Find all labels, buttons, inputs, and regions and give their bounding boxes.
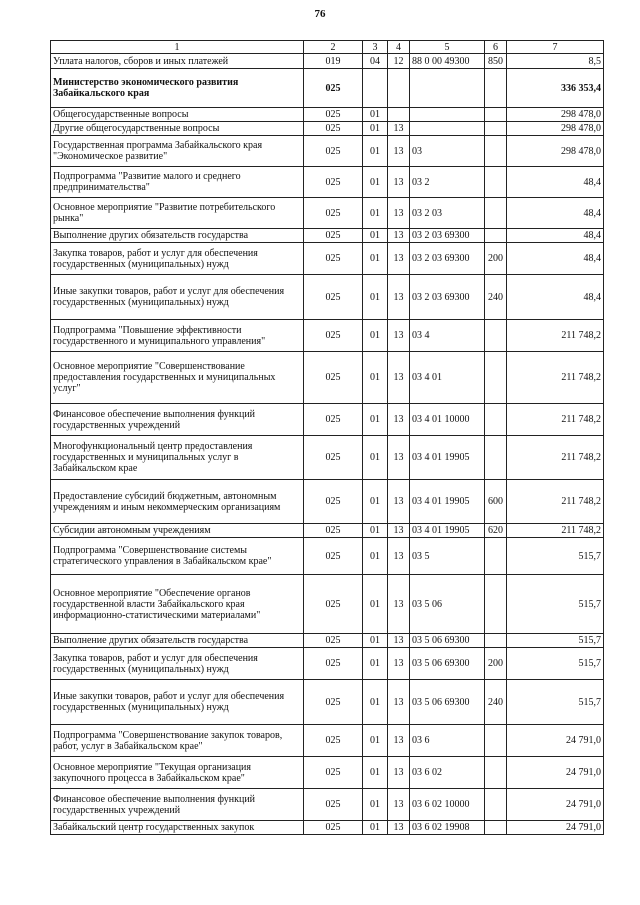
row-expense-type-cell bbox=[485, 821, 507, 835]
row-name-cell: Министерство экономического развития Забайкальского края bbox=[51, 69, 304, 108]
row-target-article-cell: 03 2 03 69300 bbox=[410, 243, 485, 275]
row-name-cell: Подпрограмма "Развитие малого и среднего предпринимательства" bbox=[51, 167, 304, 198]
row-name-cell: Многофункциональный центр предоставления государственных и муниципальных услуг в Забайкальском крае bbox=[51, 436, 304, 480]
row-admin-code-cell: 025 bbox=[304, 538, 363, 575]
row-amount-cell: 211 748,2 bbox=[507, 320, 604, 352]
row-name-cell: Иные закупки товаров, работ и услуг для обеспечения государственных (муниципальных) нужд bbox=[51, 680, 304, 725]
row-admin-code-cell: 025 bbox=[304, 167, 363, 198]
row-target-article-cell bbox=[410, 69, 485, 108]
row-amount-cell: 24 791,0 bbox=[507, 789, 604, 821]
row-target-article-cell: 03 4 bbox=[410, 320, 485, 352]
row-admin-code-cell: 025 bbox=[304, 198, 363, 229]
row-section-cell: 01 bbox=[363, 198, 388, 229]
table-row bbox=[51, 229, 604, 243]
row-subsection-cell: 13 bbox=[388, 352, 410, 404]
row-admin-code-cell: 025 bbox=[304, 320, 363, 352]
row-target-article-cell: 03 2 bbox=[410, 167, 485, 198]
row-amount-cell: 211 748,2 bbox=[507, 524, 604, 538]
row-admin-code-cell: 019 bbox=[304, 54, 363, 69]
row-target-article-cell: 03 2 03 bbox=[410, 198, 485, 229]
row-subsection-cell: 13 bbox=[388, 680, 410, 725]
row-target-article-cell: 03 5 06 69300 bbox=[410, 680, 485, 725]
row-target-article-cell: 03 2 03 69300 bbox=[410, 229, 485, 243]
row-admin-code-cell: 025 bbox=[304, 480, 363, 524]
table-row bbox=[51, 54, 604, 69]
table-row bbox=[51, 69, 604, 108]
row-amount-cell: 515,7 bbox=[507, 538, 604, 575]
row-expense-type-cell: 620 bbox=[485, 524, 507, 538]
row-expense-type-cell bbox=[485, 136, 507, 167]
row-subsection-cell: 13 bbox=[388, 198, 410, 229]
row-admin-code-cell: 025 bbox=[304, 725, 363, 757]
row-section-cell: 01 bbox=[363, 167, 388, 198]
row-admin-code-cell: 025 bbox=[304, 108, 363, 122]
row-section-cell: 01 bbox=[363, 122, 388, 136]
row-section-cell: 01 bbox=[363, 648, 388, 680]
row-name-cell: Забайкальский центр государственных закупок bbox=[51, 821, 304, 835]
row-amount-cell: 515,7 bbox=[507, 680, 604, 725]
row-section-cell: 01 bbox=[363, 275, 388, 320]
row-subsection-cell: 13 bbox=[388, 404, 410, 436]
row-admin-code-cell: 025 bbox=[304, 789, 363, 821]
row-name-cell: Основное мероприятие "Совершенствование предоставления государственных и муниципальных услуг" bbox=[51, 352, 304, 404]
row-subsection-cell: 13 bbox=[388, 275, 410, 320]
table-row bbox=[51, 167, 604, 198]
row-admin-code-cell: 025 bbox=[304, 680, 363, 725]
table-row bbox=[51, 757, 604, 789]
row-name-cell: Закупка товаров, работ и услуг для обеспечения государственных (муниципальных) нужд bbox=[51, 243, 304, 275]
row-amount-cell: 24 791,0 bbox=[507, 725, 604, 757]
row-target-article-cell: 03 4 01 19905 bbox=[410, 436, 485, 480]
row-subsection-cell: 13 bbox=[388, 538, 410, 575]
row-name-cell: Субсидии автономным учреждениям bbox=[51, 524, 304, 538]
header-cell-3: 3 bbox=[363, 41, 388, 54]
row-expense-type-cell bbox=[485, 538, 507, 575]
row-section-cell: 01 bbox=[363, 320, 388, 352]
row-target-article-cell: 03 bbox=[410, 136, 485, 167]
row-subsection-cell: 13 bbox=[388, 243, 410, 275]
table-row bbox=[51, 122, 604, 136]
row-target-article-cell: 03 6 02 bbox=[410, 757, 485, 789]
row-section-cell: 01 bbox=[363, 634, 388, 648]
row-expense-type-cell bbox=[485, 108, 507, 122]
row-section-cell: 01 bbox=[363, 243, 388, 275]
row-target-article-cell: 03 5 bbox=[410, 538, 485, 575]
row-subsection-cell: 13 bbox=[388, 575, 410, 634]
row-subsection-cell: 13 bbox=[388, 122, 410, 136]
row-amount-cell: 48,4 bbox=[507, 275, 604, 320]
row-subsection-cell: 13 bbox=[388, 320, 410, 352]
row-name-cell: Подпрограмма "Совершенствование закупок товаров, работ, услуг в Забайкальском крае" bbox=[51, 725, 304, 757]
row-target-article-cell: 03 6 02 10000 bbox=[410, 789, 485, 821]
row-subsection-cell: 12 bbox=[388, 54, 410, 69]
row-target-article-cell: 03 2 03 69300 bbox=[410, 275, 485, 320]
row-section-cell: 01 bbox=[363, 680, 388, 725]
row-admin-code-cell: 025 bbox=[304, 136, 363, 167]
row-amount-cell: 515,7 bbox=[507, 575, 604, 634]
row-admin-code-cell: 025 bbox=[304, 275, 363, 320]
row-subsection-cell: 13 bbox=[388, 757, 410, 789]
row-admin-code-cell: 025 bbox=[304, 575, 363, 634]
row-name-cell: Выполнение других обязательств государства bbox=[51, 229, 304, 243]
row-section-cell: 01 bbox=[363, 436, 388, 480]
row-expense-type-cell: 200 bbox=[485, 243, 507, 275]
table-row bbox=[51, 320, 604, 352]
row-target-article-cell: 03 6 02 19908 bbox=[410, 821, 485, 835]
row-amount-cell: 515,7 bbox=[507, 634, 604, 648]
row-target-article-cell bbox=[410, 122, 485, 136]
table-row bbox=[51, 648, 604, 680]
row-expense-type-cell: 850 bbox=[485, 54, 507, 69]
row-subsection-cell: 13 bbox=[388, 725, 410, 757]
row-amount-cell: 298 478,0 bbox=[507, 122, 604, 136]
row-section-cell: 01 bbox=[363, 789, 388, 821]
table-row bbox=[51, 436, 604, 480]
row-name-cell: Основное мероприятие "Текущая организация закупочного процесса в Забайкальском крае" bbox=[51, 757, 304, 789]
row-subsection-cell: 13 bbox=[388, 524, 410, 538]
row-target-article-cell: 03 6 bbox=[410, 725, 485, 757]
row-subsection-cell: 13 bbox=[388, 136, 410, 167]
row-subsection-cell bbox=[388, 108, 410, 122]
row-target-article-cell bbox=[410, 108, 485, 122]
row-amount-cell: 515,7 bbox=[507, 648, 604, 680]
row-subsection-cell: 13 bbox=[388, 167, 410, 198]
header-cell-6: 6 bbox=[485, 41, 507, 54]
row-subsection-cell: 13 bbox=[388, 480, 410, 524]
row-expense-type-cell bbox=[485, 122, 507, 136]
row-name-cell: Общегосударственные вопросы bbox=[51, 108, 304, 122]
row-amount-cell: 211 748,2 bbox=[507, 436, 604, 480]
table-row bbox=[51, 538, 604, 575]
row-expense-type-cell bbox=[485, 575, 507, 634]
row-section-cell: 01 bbox=[363, 538, 388, 575]
row-section-cell bbox=[363, 69, 388, 108]
row-section-cell: 01 bbox=[363, 575, 388, 634]
row-section-cell: 01 bbox=[363, 352, 388, 404]
row-admin-code-cell: 025 bbox=[304, 648, 363, 680]
row-admin-code-cell: 025 bbox=[304, 122, 363, 136]
row-target-article-cell: 03 4 01 bbox=[410, 352, 485, 404]
table-row bbox=[51, 524, 604, 538]
table-row bbox=[51, 136, 604, 167]
row-admin-code-cell: 025 bbox=[304, 69, 363, 108]
row-section-cell: 04 bbox=[363, 54, 388, 69]
row-subsection-cell: 13 bbox=[388, 648, 410, 680]
row-name-cell: Финансовое обеспечение выполнения функций государственных учреждений bbox=[51, 789, 304, 821]
table-row bbox=[51, 480, 604, 524]
row-amount-cell: 48,4 bbox=[507, 229, 604, 243]
row-admin-code-cell: 025 bbox=[304, 634, 363, 648]
row-name-cell: Закупка товаров, работ и услуг для обеспечения государственных (муниципальных) нужд bbox=[51, 648, 304, 680]
row-admin-code-cell: 025 bbox=[304, 436, 363, 480]
row-section-cell: 01 bbox=[363, 821, 388, 835]
row-subsection-cell bbox=[388, 69, 410, 108]
row-amount-cell: 211 748,2 bbox=[507, 480, 604, 524]
row-expense-type-cell bbox=[485, 404, 507, 436]
row-target-article-cell: 03 4 01 19905 bbox=[410, 480, 485, 524]
row-expense-type-cell bbox=[485, 757, 507, 789]
row-name-cell: Основное мероприятие "Обеспечение органов государственной власти Забайкальского края информационно-статистическими материалами" bbox=[51, 575, 304, 634]
table-row bbox=[51, 108, 604, 122]
row-expense-type-cell bbox=[485, 69, 507, 108]
row-name-cell: Другие общегосударственные вопросы bbox=[51, 122, 304, 136]
row-subsection-cell: 13 bbox=[388, 436, 410, 480]
table-header-row bbox=[51, 41, 604, 54]
header-cell-5: 5 bbox=[410, 41, 485, 54]
row-target-article-cell: 03 5 06 69300 bbox=[410, 648, 485, 680]
table-row bbox=[51, 243, 604, 275]
header-cell-7: 7 bbox=[507, 41, 604, 54]
row-expense-type-cell: 240 bbox=[485, 275, 507, 320]
row-name-cell: Государственная программа Забайкальского края "Экономическое развитие" bbox=[51, 136, 304, 167]
table-row bbox=[51, 404, 604, 436]
table-row bbox=[51, 680, 604, 725]
row-expense-type-cell bbox=[485, 789, 507, 821]
row-expense-type-cell bbox=[485, 198, 507, 229]
row-name-cell: Уплата налогов, сборов и иных платежей bbox=[51, 54, 304, 69]
budget-table bbox=[50, 40, 604, 835]
row-section-cell: 01 bbox=[363, 524, 388, 538]
row-amount-cell: 336 353,4 bbox=[507, 69, 604, 108]
row-subsection-cell: 13 bbox=[388, 821, 410, 835]
row-section-cell: 01 bbox=[363, 480, 388, 524]
row-name-cell: Финансовое обеспечение выполнения функций государственных учреждений bbox=[51, 404, 304, 436]
row-amount-cell: 24 791,0 bbox=[507, 757, 604, 789]
row-section-cell: 01 bbox=[363, 229, 388, 243]
row-expense-type-cell bbox=[485, 167, 507, 198]
row-name-cell: Подпрограмма "Повышение эффективности государственного и муниципального управления" bbox=[51, 320, 304, 352]
table-row bbox=[51, 634, 604, 648]
row-admin-code-cell: 025 bbox=[304, 821, 363, 835]
row-subsection-cell: 13 bbox=[388, 789, 410, 821]
row-amount-cell: 48,4 bbox=[507, 243, 604, 275]
row-admin-code-cell: 025 bbox=[304, 243, 363, 275]
row-expense-type-cell bbox=[485, 725, 507, 757]
row-target-article-cell: 03 4 01 10000 bbox=[410, 404, 485, 436]
row-target-article-cell: 03 5 06 bbox=[410, 575, 485, 634]
table-row bbox=[51, 725, 604, 757]
row-name-cell: Подпрограмма "Совершенствование системы стратегического управления в Забайкальском крае" bbox=[51, 538, 304, 575]
row-section-cell: 01 bbox=[363, 725, 388, 757]
row-section-cell: 01 bbox=[363, 108, 388, 122]
row-amount-cell: 8,5 bbox=[507, 54, 604, 69]
row-subsection-cell: 13 bbox=[388, 229, 410, 243]
table-row bbox=[51, 575, 604, 634]
header-cell-4: 4 bbox=[388, 41, 410, 54]
row-expense-type-cell: 240 bbox=[485, 680, 507, 725]
row-name-cell: Иные закупки товаров, работ и услуг для обеспечения государственных (муниципальных) нужд bbox=[51, 275, 304, 320]
table-row bbox=[51, 789, 604, 821]
row-subsection-cell: 13 bbox=[388, 634, 410, 648]
table-row bbox=[51, 821, 604, 835]
row-amount-cell: 298 478,0 bbox=[507, 136, 604, 167]
table-row bbox=[51, 275, 604, 320]
row-section-cell: 01 bbox=[363, 757, 388, 789]
row-expense-type-cell bbox=[485, 352, 507, 404]
row-amount-cell: 48,4 bbox=[507, 198, 604, 229]
row-target-article-cell: 03 4 01 19905 bbox=[410, 524, 485, 538]
row-expense-type-cell bbox=[485, 436, 507, 480]
row-admin-code-cell: 025 bbox=[304, 352, 363, 404]
row-target-article-cell: 88 0 00 49300 bbox=[410, 54, 485, 69]
page-number: 76 bbox=[314, 8, 326, 20]
row-expense-type-cell bbox=[485, 229, 507, 243]
row-expense-type-cell: 200 bbox=[485, 648, 507, 680]
table-row bbox=[51, 352, 604, 404]
row-name-cell: Предоставление субсидий бюджетным, автономным учреждениям и иным некоммерческим организациям bbox=[51, 480, 304, 524]
header-cell-1: 1 bbox=[51, 41, 304, 54]
row-amount-cell: 298 478,0 bbox=[507, 108, 604, 122]
row-name-cell: Основное мероприятие "Развитие потребительского рынка" bbox=[51, 198, 304, 229]
row-admin-code-cell: 025 bbox=[304, 404, 363, 436]
row-name-cell: Выполнение других обязательств государства bbox=[51, 634, 304, 648]
row-admin-code-cell: 025 bbox=[304, 229, 363, 243]
row-amount-cell: 24 791,0 bbox=[507, 821, 604, 835]
row-amount-cell: 211 748,2 bbox=[507, 404, 604, 436]
row-amount-cell: 48,4 bbox=[507, 167, 604, 198]
row-expense-type-cell: 600 bbox=[485, 480, 507, 524]
row-admin-code-cell: 025 bbox=[304, 757, 363, 789]
row-section-cell: 01 bbox=[363, 404, 388, 436]
header-cell-2: 2 bbox=[304, 41, 363, 54]
row-expense-type-cell bbox=[485, 634, 507, 648]
row-admin-code-cell: 025 bbox=[304, 524, 363, 538]
row-expense-type-cell bbox=[485, 320, 507, 352]
row-target-article-cell: 03 5 06 69300 bbox=[410, 634, 485, 648]
table-row bbox=[51, 198, 604, 229]
row-amount-cell: 211 748,2 bbox=[507, 352, 604, 404]
row-section-cell: 01 bbox=[363, 136, 388, 167]
